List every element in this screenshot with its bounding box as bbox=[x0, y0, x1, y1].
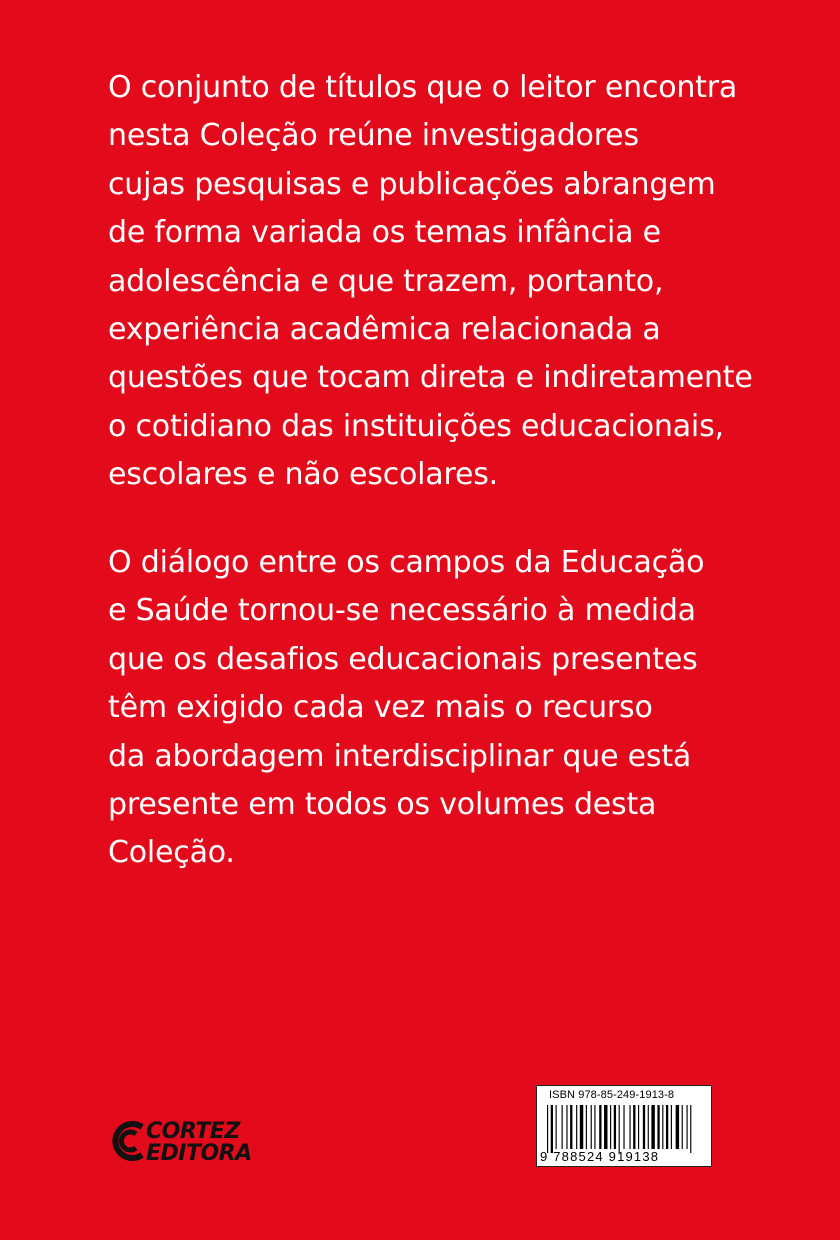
barcode-bar bbox=[666, 1105, 668, 1149]
publisher-logo bbox=[108, 1118, 268, 1174]
text-line: O conjunto de títulos que o leitor encontra bbox=[108, 70, 738, 105]
text-line: e Saúde tornou-se necessário à medida bbox=[108, 593, 696, 629]
barcode-bar bbox=[629, 1105, 630, 1149]
barcode-bar bbox=[614, 1105, 616, 1149]
barcode-bar bbox=[633, 1105, 635, 1149]
barcode-bar bbox=[566, 1105, 567, 1149]
barcode-bar bbox=[657, 1105, 659, 1149]
barcode-bar bbox=[586, 1105, 587, 1149]
barcode-bars bbox=[547, 1105, 703, 1153]
barcode-bar bbox=[619, 1105, 620, 1153]
barcode-bar bbox=[556, 1105, 557, 1149]
barcode-bar bbox=[570, 1105, 572, 1149]
barcode-bar bbox=[687, 1105, 688, 1149]
barcode-bar bbox=[648, 1105, 649, 1149]
text-line: Coleção. bbox=[108, 835, 235, 871]
text-line: presente em todos os volumes desta bbox=[108, 787, 657, 823]
text-line: O diálogo entre os campos da Educação bbox=[108, 545, 705, 580]
text-line: questões que tocam direta e indiretamente bbox=[108, 360, 753, 396]
barcode-bar bbox=[671, 1105, 672, 1149]
text-line: da abordagem interdisciplinar que está bbox=[108, 738, 692, 774]
barcode-digits: 9 788524 919138 bbox=[540, 1149, 660, 1164]
barcode-bar bbox=[599, 1105, 601, 1149]
barcode-bar bbox=[643, 1105, 645, 1149]
text-line: o cotidiano das instituições educacionais, bbox=[108, 408, 724, 444]
text-line: que os desafios educacionais presentes bbox=[108, 641, 698, 677]
barcode-bar bbox=[676, 1105, 679, 1149]
barcode-bar bbox=[690, 1105, 691, 1153]
barcode-bar bbox=[594, 1105, 595, 1149]
barcode-bar bbox=[551, 1105, 553, 1153]
barcode-bar bbox=[591, 1105, 592, 1149]
description-paragraph-2 bbox=[108, 539, 808, 878]
barcode-bar bbox=[662, 1105, 663, 1149]
text-line: experiência acadêmica relacionada a bbox=[108, 312, 661, 348]
barcode-bar bbox=[623, 1105, 624, 1149]
text-line: escolares e não escolares. bbox=[108, 457, 498, 493]
text-line: de forma variada os temas infância e bbox=[108, 215, 661, 251]
isbn-label: ISBN 978-85-249-1913-8 bbox=[549, 1089, 675, 1101]
barcode-bar bbox=[651, 1105, 654, 1149]
barcode-bar bbox=[610, 1105, 611, 1149]
barcode-bar bbox=[547, 1105, 548, 1153]
isbn-barcode bbox=[536, 1085, 712, 1167]
barcode-bar bbox=[562, 1105, 563, 1149]
text-line: nesta Coleção reúne investigadores bbox=[108, 118, 639, 154]
barcode-bar bbox=[682, 1105, 683, 1149]
description-paragraph-1 bbox=[108, 64, 808, 500]
text-line: têm exigido cada vez mais o recurso bbox=[108, 690, 653, 726]
barcode-bar bbox=[576, 1105, 577, 1149]
barcode-bar bbox=[638, 1105, 639, 1149]
publisher-name-line-1: CORTEZ bbox=[146, 1119, 240, 1144]
text-line: cujas pesquisas e publicações abrangem bbox=[108, 166, 716, 202]
barcode-bar bbox=[604, 1105, 607, 1149]
barcode-bar bbox=[580, 1105, 583, 1149]
publisher-name-line-2: EDITORA bbox=[146, 1141, 252, 1166]
text-line: adolescência e que trazem, portanto, bbox=[108, 263, 664, 299]
